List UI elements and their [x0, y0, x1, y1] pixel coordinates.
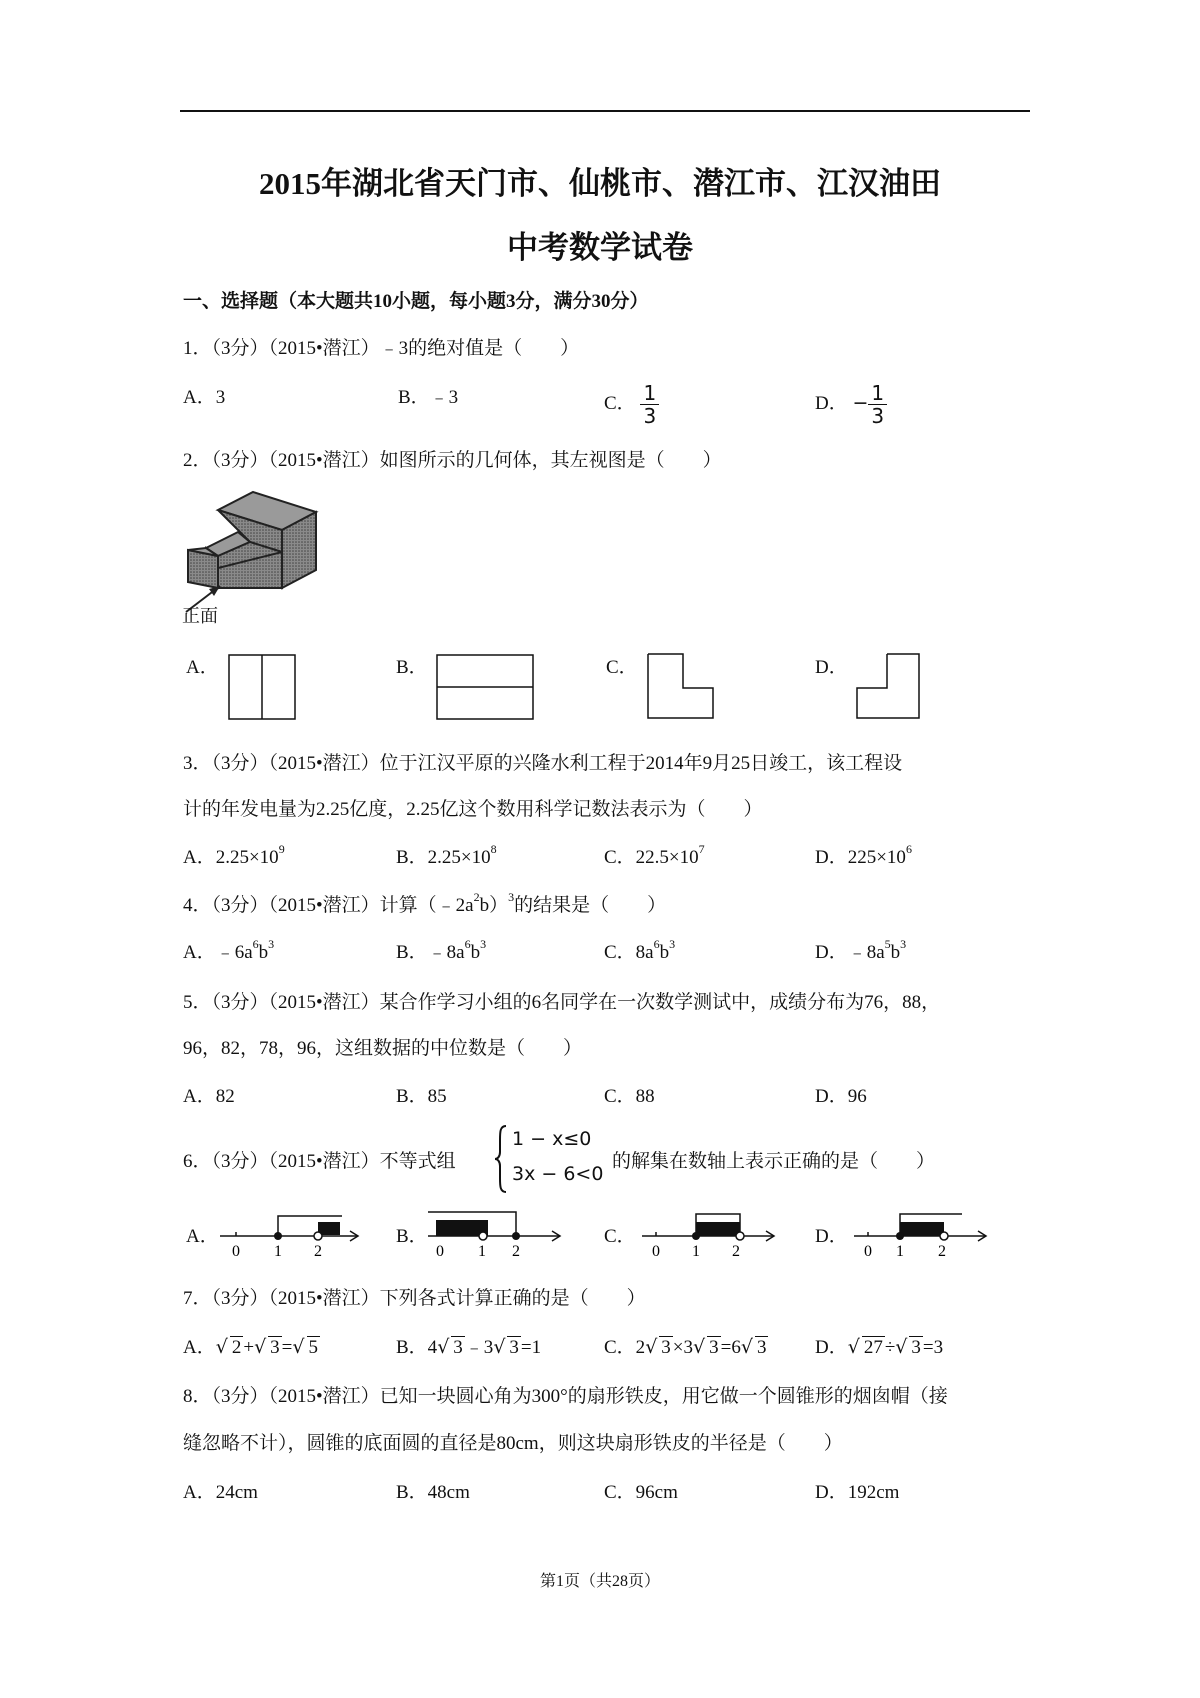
- q4-option-a: A．$﹣6a^6b^3$: [183, 937, 275, 963]
- q6-option-a-label: A．: [186, 1226, 219, 1247]
- question-5-stem-line-1: 5．（3分）（2015•潜江）某合作学习小组的6名同学在一次数学测试中，成绩分布为76，88，: [183, 992, 941, 1013]
- question-6-stem-post: 的解集在数轴上表示正确的是（ ）: [612, 1151, 936, 1172]
- figure-front-label: 正面: [182, 606, 218, 627]
- q3-option-b: B．$2.25\times 10^8$: [396, 842, 497, 868]
- question-6-stem-pre: 6．（3分）（2015•潜江）不等式组: [183, 1151, 456, 1172]
- axis-label-1: 1: [692, 1243, 700, 1260]
- question-3-stem-line-1: 3．（3分）（2015•潜江）位于江汉平原的兴隆水利工程于2014年9月25日竣工，该工程设: [183, 753, 903, 774]
- header-rule: [180, 110, 1030, 112]
- q1-option-a: A．3: [183, 387, 226, 408]
- axis-label-2: 2: [512, 1243, 520, 1260]
- inequality-1: 1 − x≤0: [512, 1128, 592, 1150]
- question-1-stem: 1．（3分）（2015•潜江）﹣3的绝对值是（ ）: [183, 338, 580, 359]
- q1-option-d: D． − $\frac{1}{3}$: [815, 382, 887, 427]
- q6-option-b-label: B．: [396, 1226, 428, 1247]
- q2-option-b-figure: [436, 654, 536, 724]
- q6-option-d-label: D．: [815, 1226, 848, 1247]
- title-line-1: 2015年湖北省天门市、仙桃市、潜江市、江汉油田: [259, 166, 941, 201]
- q6-option-a-numberline: [218, 1208, 363, 1260]
- question-5-stem-line-2: 96，82，78，96，这组数据的中位数是（ ）: [183, 1038, 583, 1059]
- q2-option-b-label: B．: [396, 657, 428, 678]
- q2-option-d-figure: [855, 652, 925, 722]
- axis-label-0: 0: [232, 1243, 240, 1260]
- q8-option-b: B．48cm: [396, 1482, 470, 1503]
- q2-option-a-label: A．: [186, 657, 219, 678]
- title-line-2: 中考数学试卷: [507, 230, 693, 265]
- q2-option-a-figure: [228, 654, 298, 722]
- axis-label-2: 2: [732, 1243, 740, 1260]
- question-7-stem: 7．（3分）（2015•潜江）下列各式计算正确的是（ ）: [183, 1288, 646, 1309]
- axis-label-0: 0: [652, 1243, 660, 1260]
- page-footer: 第1页（共28页）: [539, 1573, 660, 1590]
- q4-option-c: C．$8a^6b^3$: [604, 937, 676, 963]
- q6-option-d-numberline: [852, 1206, 992, 1260]
- fraction: $\frac{1}{3}$: [640, 382, 659, 427]
- axis-label-1: 1: [896, 1243, 904, 1260]
- axis-label-1: 1: [478, 1243, 486, 1260]
- q1-option-b: B．﹣3: [398, 387, 459, 408]
- axis-label-0: 0: [864, 1243, 872, 1260]
- question-8-stem-line-2: 缝忽略不计），圆锥的底面圆的直径是80cm，则这块扇形铁皮的半径是（ ）: [183, 1433, 843, 1454]
- q6-option-b-numberline: [426, 1206, 566, 1260]
- axis-label-1: 1: [274, 1243, 282, 1260]
- q4-option-d: D．$﹣8a^5b^3$: [815, 937, 907, 963]
- system-brace: [494, 1124, 508, 1194]
- q8-option-a: A．24cm: [183, 1482, 258, 1503]
- q1-option-c: C． $\frac{1}{3}$: [604, 382, 659, 427]
- inequality-2: 3x − 6<0: [512, 1163, 604, 1185]
- axis-label-2: 2: [314, 1243, 322, 1260]
- q5-option-d: D．96: [815, 1086, 867, 1107]
- fraction: $\frac{1}{3}$: [868, 382, 887, 427]
- question-3-stem-line-2: 计的年发电量为2.25亿度，2.25亿这个数用科学记数法表示为（ ）: [183, 799, 763, 820]
- question-8-stem-line-1: 8．（3分）（2015•潜江）已知一块圆心角为300°的扇形铁皮，用它做一个圆锥形的烟囱帽（接: [183, 1386, 948, 1407]
- question-2-stem: 2．（3分）（2015•潜江）如图所示的几何体，其左视图是（ ）: [183, 450, 722, 471]
- q8-option-d: D．192cm: [815, 1482, 900, 1503]
- q3-option-d: D．$225\times 10^6$: [815, 842, 912, 868]
- q8-option-c: C．96cm: [604, 1482, 678, 1503]
- q2-option-c-label: C．: [606, 657, 638, 678]
- axis-label-2: 2: [938, 1243, 946, 1260]
- q7-option-a: A．√ 2 +√ 3 =√ 5: [183, 1336, 318, 1358]
- q7-option-b: B．4√ 3 ﹣3√ 3 =1: [396, 1336, 542, 1358]
- question-4-stem: 4．（3分）（2015•潜江）计算$(﹣2a^2b)^3$的结果是（ ）: [183, 890, 667, 916]
- q2-option-d-label: D．: [815, 657, 848, 678]
- q6-option-c-label: C．: [604, 1226, 636, 1247]
- q5-option-a: A．82: [183, 1086, 235, 1107]
- section-heading: 一、选择题（本大题共10小题，每小题3分，满分30分）: [183, 291, 649, 312]
- q7-option-c: C．2√ 3 ×3√ 3 =6√ 3: [604, 1336, 767, 1358]
- q3-option-c: C．$22.5\times 10^7$: [604, 842, 705, 868]
- q7-option-d: D．√ 27 ÷√ 3 =3: [815, 1336, 944, 1358]
- q4-option-b: B．$﹣8a^6b^3$: [396, 937, 487, 963]
- q3-option-a: A．$2.25\times 10^9$: [183, 842, 285, 868]
- q5-option-b: B．85: [396, 1086, 447, 1107]
- axis-label-0: 0: [436, 1243, 444, 1260]
- q5-option-c: C．88: [604, 1086, 655, 1107]
- q2-option-c-figure: [646, 652, 716, 722]
- q6-option-c-numberline: [640, 1206, 780, 1260]
